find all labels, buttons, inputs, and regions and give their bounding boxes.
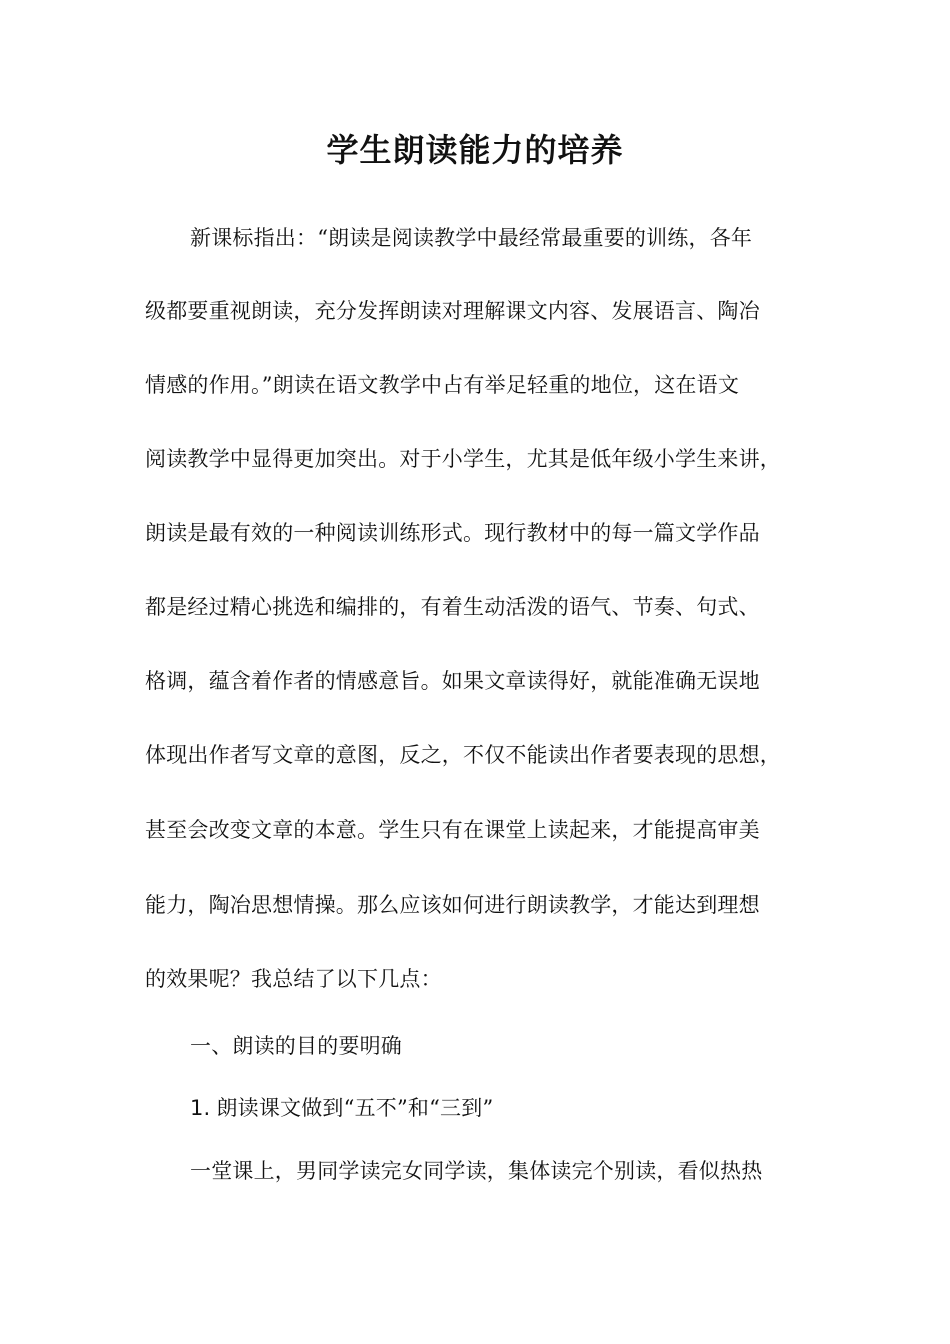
paragraph-line: 都是经过精心挑选和编排的，有着生动活泼的语气、节奏、句式、 bbox=[145, 595, 760, 619]
paragraph-line: 的效果呢？我总结了以下几点： bbox=[145, 967, 442, 991]
paragraph-line: 格调，蕴含着作者的情感意旨。如果文章读得好，就能准确无误地 bbox=[145, 669, 760, 693]
section-heading: 一、朗读的目的要明确 bbox=[190, 1034, 402, 1058]
paragraph-line: 级都要重视朗读，充分发挥朗读对理解课文内容、发展语言、陶冶 bbox=[145, 299, 760, 323]
document-title: 学生朗读能力的培养 bbox=[326, 131, 624, 169]
paragraph-line: 体现出作者写文章的意图，反之，不仅不能读出作者要表现的思想， bbox=[145, 743, 781, 767]
paragraph-line: 阅读教学中显得更加突出。对于小学生，尤其是低年级小学生来讲， bbox=[145, 447, 781, 471]
subsection-number: 1. bbox=[190, 1096, 211, 1120]
paragraph-line: 甚至会改变文章的本意。学生只有在课堂上读起来，才能提高审美 bbox=[145, 818, 760, 842]
paragraph-line: 新课标指出：“朗读是阅读教学中最经常最重要的训练，各年 bbox=[190, 226, 753, 250]
subsection-heading bbox=[190, 1093, 493, 1123]
paragraph-line: 能力，陶冶思想情操。那么应该如何进行朗读教学，才能达到理想 bbox=[145, 893, 760, 917]
subsection-text: 朗读课文做到“五不”和“三到” bbox=[216, 1096, 494, 1120]
paragraph-line: 一堂课上，男同学读完女同学读，集体读完个别读，看似热热 bbox=[190, 1159, 763, 1183]
paragraph-line: 朗读是最有效的一种阅读训练形式。现行教材中的每一篇文学作品 bbox=[145, 521, 760, 545]
paragraph-line: 情感的作用。”朗读在语文教学中占有举足轻重的地位，这在语文 bbox=[145, 373, 740, 397]
